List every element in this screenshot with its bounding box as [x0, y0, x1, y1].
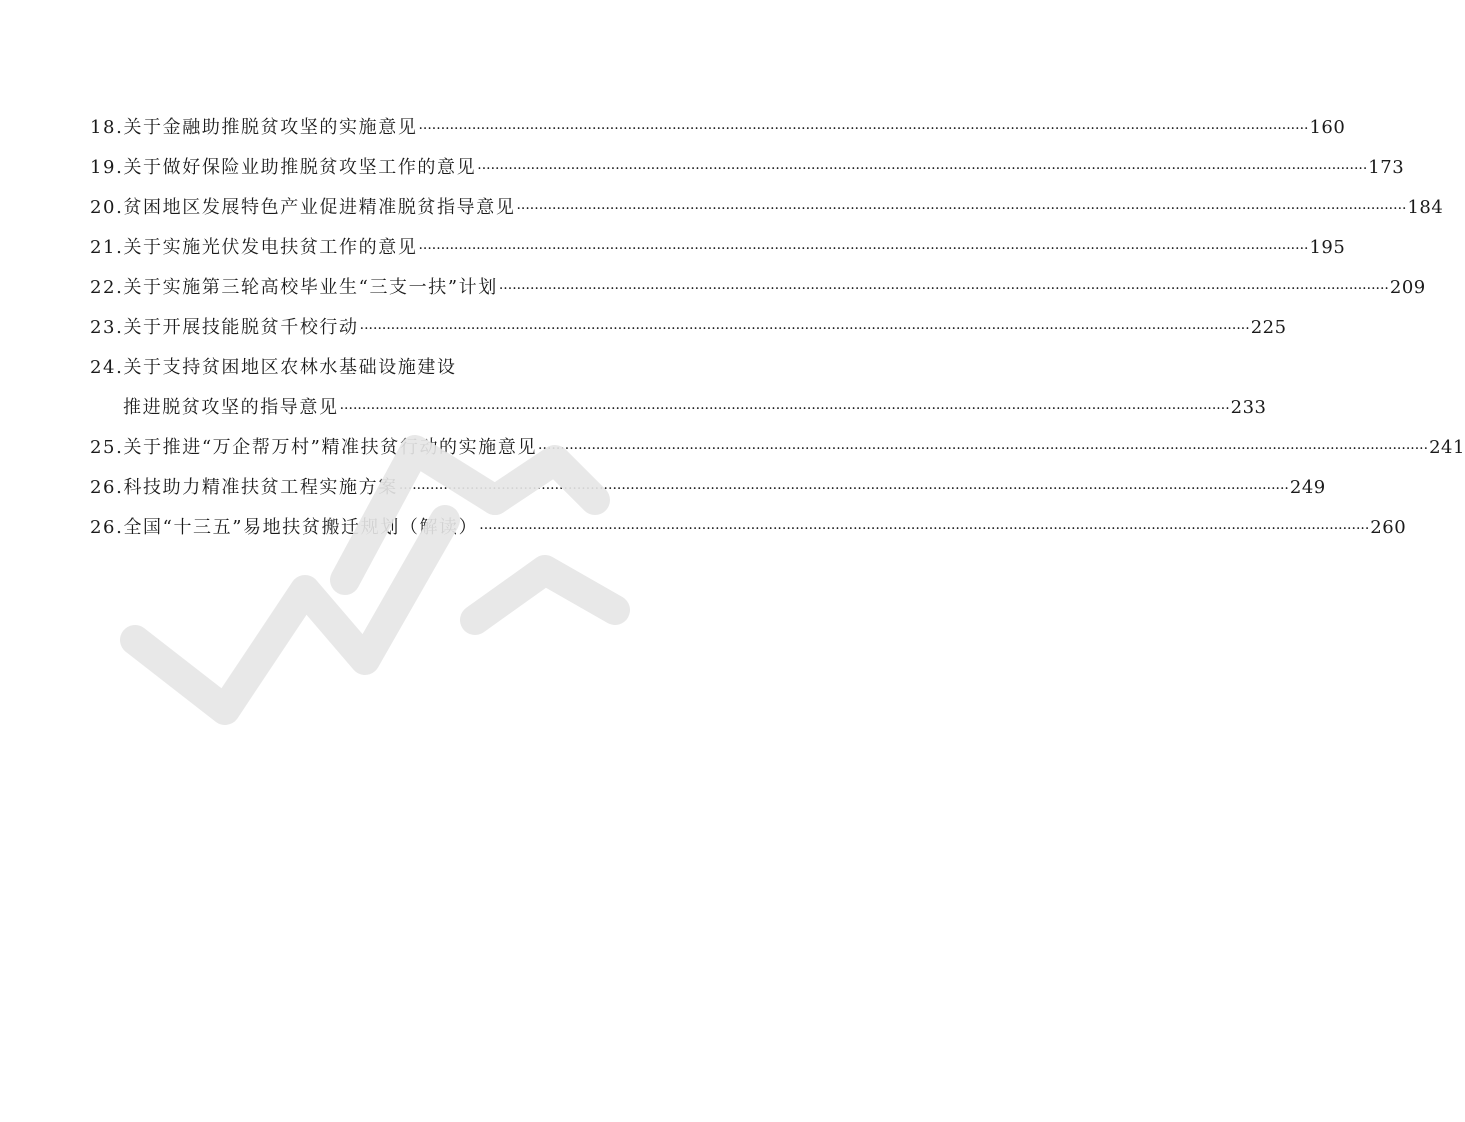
toc-number: 19.	[90, 157, 124, 178]
toc-entry-25[interactable]	[90, 428, 1465, 468]
toc-number: 22.	[90, 277, 124, 298]
toc-entry-24[interactable]	[90, 348, 703, 388]
toc-title: 科技助力精准扶贫工程实施方案	[123, 477, 398, 498]
toc-number: 21.	[90, 237, 124, 258]
toc-title: 关于推进“万企帮万村”精准扶贫行动的实施意见	[123, 437, 538, 458]
toc-title: 贫困地区发展特色产业促进精准脱贫指导意见	[123, 197, 516, 218]
toc-page-number: 195	[1309, 237, 1346, 258]
toc-number: 20.	[90, 197, 124, 218]
toc-page-number: 173	[1368, 157, 1405, 178]
toc-entry-20[interactable]	[90, 188, 1444, 228]
toc-title: 关于金融助推脱贫攻坚的实施意见	[123, 117, 418, 138]
dot-leader: ········································································································································································································	[538, 441, 1429, 457]
dot-leader: ········································································································································································································	[479, 521, 1370, 537]
toc-title: 关于做好保险业助推脱贫攻坚工作的意见	[123, 157, 477, 178]
toc-page-number: 241	[1429, 437, 1465, 458]
dot-leader: ········································································································································································································	[339, 401, 1230, 417]
toc-entry-22[interactable]	[90, 268, 1426, 308]
toc-title: 关于开展技能脱贫千校行动	[123, 317, 359, 338]
dot-leader: ········································································································································································································	[398, 481, 1289, 497]
toc-number: 18.	[90, 117, 124, 138]
dot-leader: ········································································································································································································	[359, 321, 1250, 337]
toc-number: 25.	[90, 437, 124, 458]
toc-title-continued: 推进脱贫攻坚的指导意见	[123, 397, 339, 418]
table-of-contents	[90, 108, 1465, 548]
toc-entry-21[interactable]	[90, 228, 1346, 268]
toc-page-number: 184	[1407, 197, 1444, 218]
toc-title: 全国“十三五”易地扶贫搬迁规划（解读）	[123, 517, 479, 538]
toc-page-number: 225	[1250, 317, 1287, 338]
toc-page-number: 233	[1230, 397, 1267, 418]
toc-number: 26.	[90, 517, 124, 538]
dot-leader: ········································································································································································································	[418, 121, 1309, 137]
toc-number: 26.	[90, 477, 124, 498]
toc-number: 23.	[90, 317, 124, 338]
toc-entry-19[interactable]	[90, 148, 1405, 188]
toc-title: 关于实施第三轮高校毕业生“三支一扶”计划	[123, 277, 498, 298]
dot-leader: ········································································································································································································	[498, 281, 1389, 297]
dot-leader: ········································································································································································································	[477, 161, 1368, 177]
toc-entry-18[interactable]	[90, 108, 1346, 148]
toc-page-number: 160	[1309, 117, 1346, 138]
dot-leader: ········································································································································································································	[418, 241, 1309, 257]
toc-entry-23[interactable]	[90, 308, 1287, 348]
toc-page-number: 209	[1389, 277, 1426, 298]
toc-entry-24-continued[interactable]	[90, 388, 1267, 428]
toc-entry-26b[interactable]	[90, 508, 1407, 548]
toc-page-number: 249	[1289, 477, 1326, 498]
toc-entry-26[interactable]	[90, 468, 1326, 508]
toc-number: 24.	[90, 357, 124, 378]
toc-title: 关于实施光伏发电扶贫工作的意见	[123, 237, 418, 258]
toc-page-number: 260	[1370, 517, 1407, 538]
dot-leader: ········································································································································································································	[516, 201, 1407, 217]
toc-title: 关于支持贫困地区农林水基础设施建设	[123, 357, 457, 378]
